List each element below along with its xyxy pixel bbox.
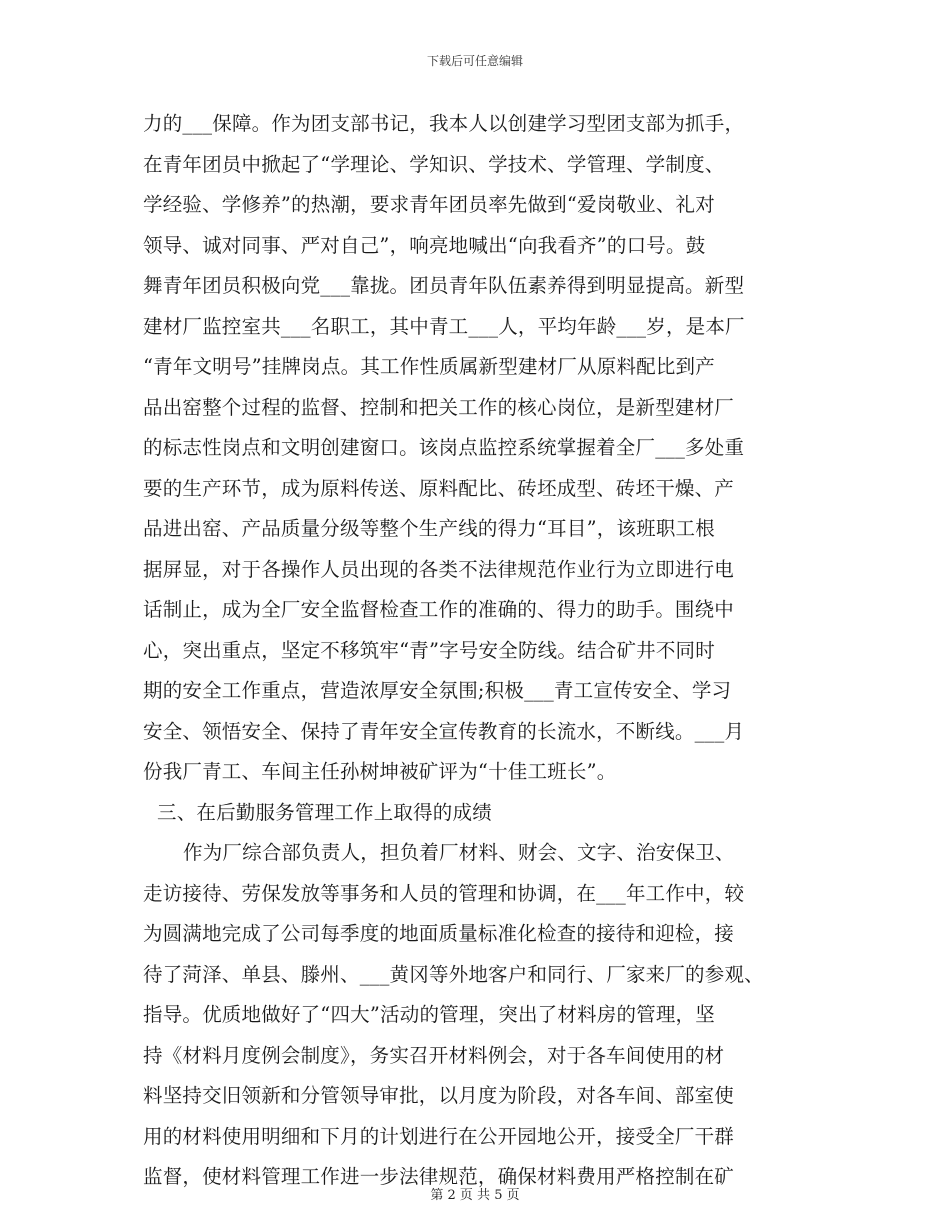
paragraph-line: 心，突出重点，坚定不移筑牢“青”字号安全防线。结合矿井不同时 [143,638,715,662]
paragraph-line: “青年文明号”挂牌岗点。其工作性质属新型建材厂从原料配比到产 [143,355,715,378]
paragraph-line: 为圆满地完成了公司每季度的地面质量标准化检查的接待和迎检，接 [143,922,735,945]
paragraph-line: 据屏显，对于各操作人员出现的各类不法律规范作业行为立即进行电 [143,557,735,581]
paragraph-line: 料坚持交旧领新和分管领导审批，以月度为阶段，对各车间、部室使 [143,1084,735,1107]
paragraph-line: 安全、领悟安全、保持了青年安全宣传教育的长流水，不断线。___月 [143,719,745,743]
paragraph-line: 舞青年团员积极向党___靠拢。团员青年队伍素养得到明显提高。新型 [143,274,745,297]
paragraph-line: 指导。优质地做好了“四大”活动的管理，突出了材料房的管理，坚 [143,1003,715,1026]
paragraph-line: 作为厂综合部负责人，担负着厂材料、财会、文字、治安保卫、 [183,841,735,864]
paragraph-line: 要的生产环节，成为原料传送、原料配比、砖坯成型、砖坯干燥、产 [143,476,735,500]
document-body [143,104,815,1198]
paragraph-line: 待了菏泽、单县、滕州、___黄冈等外地客户和同行、厂家来厂的参观、 [143,962,764,986]
paragraph-line: 监督，使材料管理工作进一步法律规范，确保材料费用严格控制在矿 [143,1165,735,1188]
paragraph-line: 的标志性岗点和文明创建窗口。该岗点监控系统掌握着全厂___多处重 [143,436,745,459]
page-header-note: 下载后可任意编辑 [426,54,523,68]
paragraph-line: 力的___保障。作为团支部书记，我本人以创建学习型团支部为抓手， [143,112,745,135]
paragraph-line: 走访接待、劳保发放等事务和人员的管理和协调，在___年工作中，较 [143,881,745,905]
section-heading: 三、在后勤服务管理工作上取得的成绩 [157,800,492,824]
paragraph-line: 期的安全工作重点，营造浓厚安全氛围;积极___青工宣传安全、学习 [143,679,732,702]
paragraph-line: 用的材料使用明细和下月的计划进行在公开园地公开，接受全厂干群 [143,1124,735,1148]
paragraph-line: 话制止，成为全厂安全监督检查工作的准确的、得力的助手。围绕中 [143,598,735,621]
paragraph-line: 在青年团员中掀起了“学理论、学知识、学技术、学管理、学制度、 [143,152,725,176]
paragraph-line: 建材厂监控室共___名职工，其中青工___人，平均年龄___岁，是本厂 [143,314,745,338]
paragraph-line: 学经验、学修养”的热潮，要求青年团员率先做到“爱岗敬业、礼对 [143,193,715,216]
paragraph-line: 持《材料月度例会制度》，务实召开材料例会，对于各车间使用的材 [143,1043,725,1067]
page-number-footer: 第 2 页 共 5 页 [430,1188,520,1203]
paragraph-line: 份我厂青工、车间主任孙树坤被矿评为“十佳工班长”。 [143,760,617,783]
paragraph-line: 领导、诚对同事、严对自己”，响亮地喊出“向我看齐”的口号。鼓 [143,233,706,257]
paragraph-line: 品出窑整个过程的监督、控制和把关工作的核心岗位，是新型建材厂 [143,395,735,419]
paragraph-line: 品进出窑、产品质量分级等整个生产线的得力“耳目”，该班职工根 [143,517,715,540]
